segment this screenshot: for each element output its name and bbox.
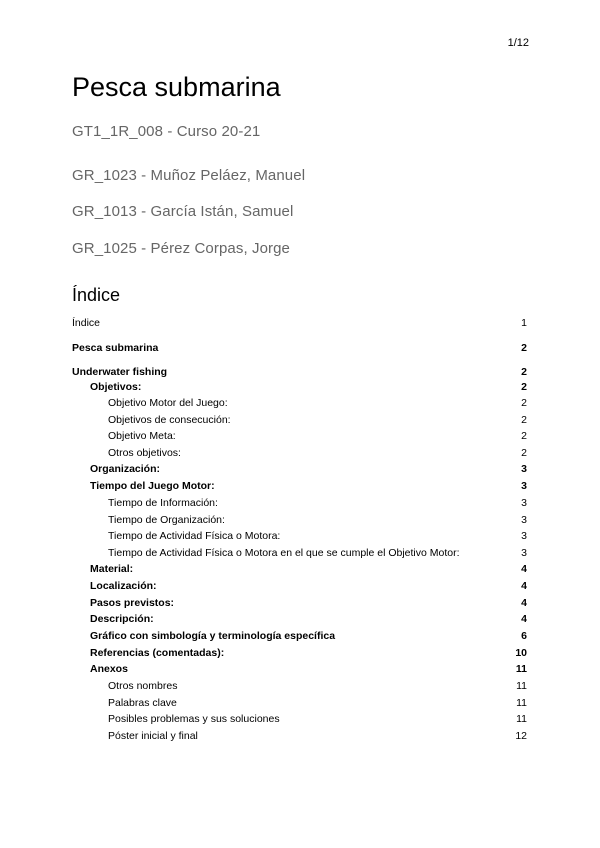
toc-entry[interactable] [72, 562, 527, 576]
toc-entry[interactable] [72, 316, 527, 330]
toc-heading: Índice [72, 285, 121, 305]
toc-entry-title: Pasos previstos: [90, 597, 175, 609]
toc-entry[interactable] [72, 513, 527, 527]
toc-entry[interactable] [72, 696, 527, 710]
toc-entry[interactable] [72, 341, 527, 355]
toc-entry[interactable] [72, 612, 527, 626]
toc-entry[interactable] [72, 396, 527, 410]
toc-entry-title: Tiempo de Organización: [108, 514, 225, 526]
toc-entry[interactable] [72, 479, 527, 493]
toc-entry-page: 11 [516, 680, 527, 692]
toc-entry-title: Descripción: [90, 613, 154, 625]
toc-entry-page: 4 [521, 563, 527, 575]
toc-entry-page: 2 [521, 342, 527, 354]
toc-entry-title: Pesca submarina [72, 342, 159, 354]
toc-entry-title: Underwater fishing [72, 366, 168, 378]
toc-entry-page: 2 [521, 414, 527, 426]
toc-entry-title: Localización: [90, 580, 157, 592]
toc-entry-title: Objetivo Motor del Juego: [108, 397, 228, 409]
toc-entry-page: 2 [521, 397, 527, 409]
toc-entry-page: 4 [521, 580, 527, 592]
toc-entry-page: 11 [516, 713, 527, 725]
toc-entry-title: Otros nombres [108, 680, 178, 692]
toc-entry[interactable] [72, 546, 527, 560]
toc-entry-title: Objetivos: [90, 381, 142, 393]
toc-entry-page: 3 [521, 463, 527, 475]
toc-entry-title: Tiempo de Información: [108, 497, 218, 509]
toc-entry-page: 12 [515, 730, 527, 742]
toc-entry-page: 2 [521, 447, 527, 459]
toc-entry-page: 3 [521, 530, 527, 542]
toc-entry[interactable] [72, 629, 527, 643]
author-line: GR_1025 - Pérez Corpas, Jorge [72, 240, 291, 257]
toc-entry-title: Gráfico con simbología y terminología específica [90, 630, 336, 642]
toc-entry-page: 11 [516, 697, 527, 709]
toc-entry[interactable] [72, 529, 527, 543]
toc-entry-title: Material: [90, 563, 134, 575]
toc-entry-page: 10 [515, 647, 527, 659]
toc-entry-title: Posibles problemas y sus soluciones [108, 713, 280, 725]
course-subtitle: GT1_1R_008 - Curso 20-21 [72, 123, 261, 140]
toc-entry[interactable] [72, 579, 527, 593]
toc-entry-title: Palabras clave [108, 697, 177, 709]
toc-entry-title: Organización: [90, 463, 161, 475]
toc-entry[interactable] [72, 446, 527, 460]
toc-entry-page: 3 [521, 497, 527, 509]
toc-entry-page: 2 [521, 381, 527, 393]
toc-entry-page: 2 [521, 430, 527, 442]
toc-entry-title: Tiempo del Juego Motor: [90, 480, 215, 492]
toc-entry-title: Objetivo Meta: [108, 430, 176, 442]
toc-entry-title: Tiempo de Actividad Física o Motora en el que se cumple el Objetivo Motor: [108, 547, 460, 559]
toc-entry[interactable] [72, 429, 527, 443]
toc-entry-page: 11 [515, 663, 527, 675]
toc-entry-page: 3 [521, 547, 527, 559]
toc-entry-page: 3 [521, 514, 527, 526]
toc-entry[interactable] [72, 496, 527, 510]
toc-entry-title: Anexos [90, 663, 128, 675]
toc-entry-page: 1 [521, 317, 527, 329]
toc-entry-title: Referencias (comentadas): [90, 647, 225, 659]
toc-entry-title: Objetivos de consecución: [108, 414, 231, 426]
toc-entry-page: 4 [521, 613, 527, 625]
toc-entry-page: 3 [521, 480, 527, 492]
toc-entry[interactable] [72, 380, 527, 394]
toc-entry[interactable] [72, 712, 527, 726]
toc-entry-title: Índice [72, 317, 101, 329]
toc-entry-title: Póster inicial y final [108, 730, 198, 742]
toc-entry[interactable] [72, 596, 527, 610]
author-line: GR_1023 - Muñoz Peláez, Manuel [72, 167, 306, 184]
toc-entry-page: 6 [521, 630, 527, 642]
toc-entry[interactable] [72, 679, 527, 693]
toc-entry-page: 2 [521, 366, 527, 378]
toc-entry-title: Tiempo de Actividad Física o Motora: [108, 530, 281, 542]
author-line: GR_1013 - García Istán, Samuel [72, 203, 294, 220]
toc-entry[interactable] [72, 729, 527, 743]
toc-entry[interactable] [72, 646, 527, 660]
page-number: 1/12 [507, 37, 529, 49]
toc-entry[interactable] [72, 662, 527, 676]
toc-entry[interactable] [72, 462, 527, 476]
toc-entry-title: Otros objetivos: [108, 447, 181, 459]
document-title: Pesca submarina [72, 72, 281, 102]
toc-entry[interactable] [72, 413, 527, 427]
toc-entry-page: 4 [521, 597, 527, 609]
toc-entry[interactable] [72, 365, 527, 379]
